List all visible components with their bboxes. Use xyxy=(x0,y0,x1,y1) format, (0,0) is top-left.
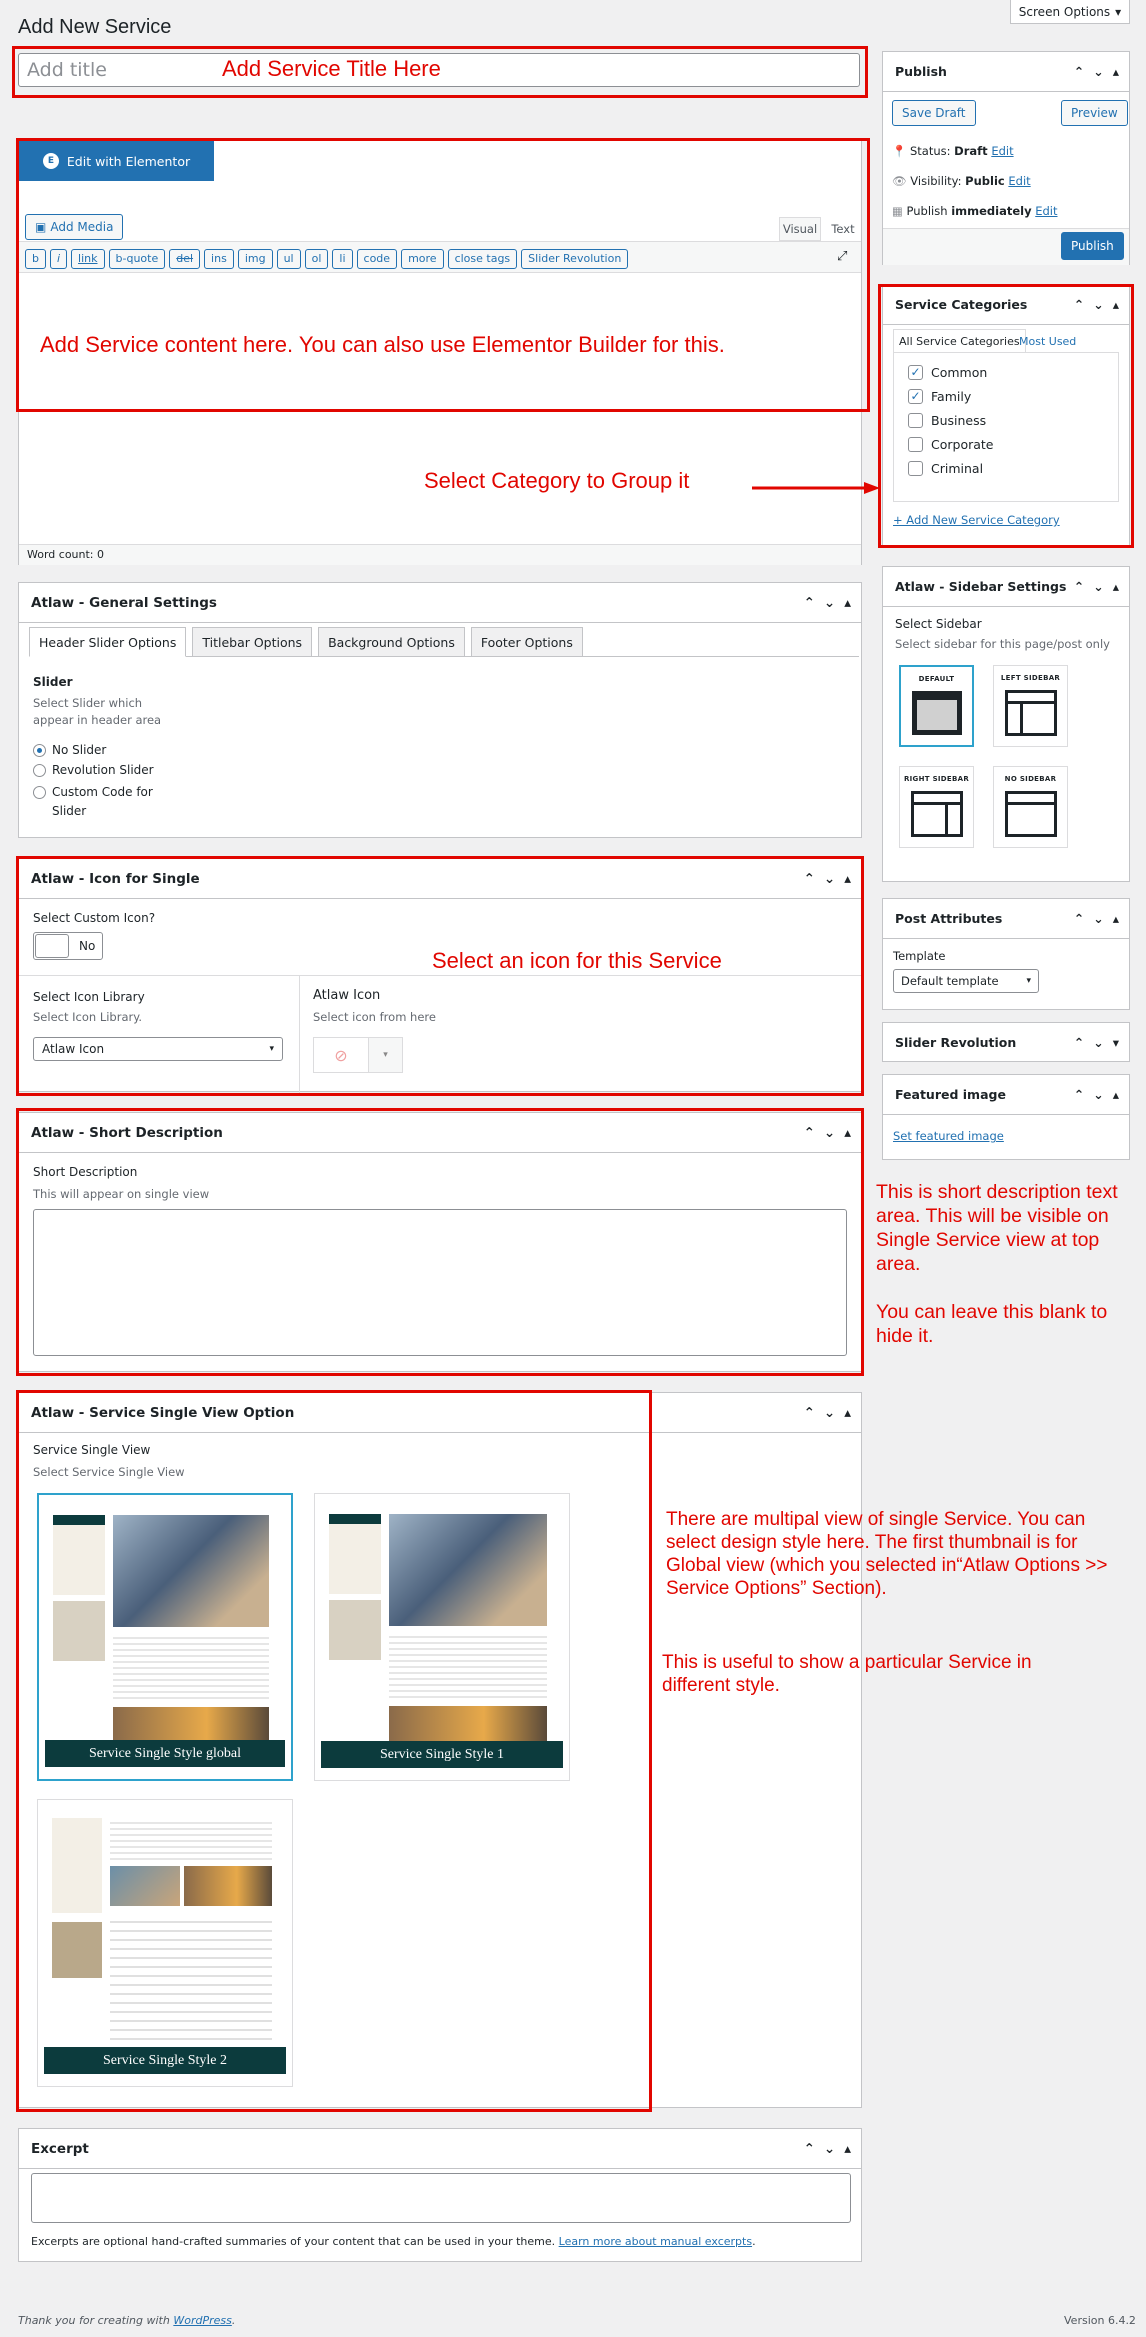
style-global-preview xyxy=(53,1515,277,1733)
chevron-up-icon[interactable]: ⌃ xyxy=(803,871,815,887)
slider-revolution-panel xyxy=(882,1022,1130,1062)
single-view-desc: Select Service Single View xyxy=(33,1465,185,1479)
quicktag-button[interactable]: close tags xyxy=(448,249,518,269)
icon-library-label: Select Icon Library xyxy=(33,990,145,1004)
quicktag-button[interactable]: Slider Revolution xyxy=(521,249,628,269)
chevron-up-icon[interactable]: ⌃ xyxy=(803,595,815,611)
status-edit-link[interactable]: Edit xyxy=(991,144,1014,158)
quicktag-button[interactable]: link xyxy=(71,249,104,269)
excerpt-header[interactable]: Excerpt ⌃ ⌄ ▴ xyxy=(19,2129,861,2169)
checkbox-checked-icon[interactable]: ✓ xyxy=(908,365,923,380)
icon-library-select[interactable]: Atlaw Icon ▾ xyxy=(33,1037,283,1061)
publish-meta xyxy=(892,136,1058,226)
publish-header[interactable]: Publish ⌃ ⌄ ▴ xyxy=(883,52,1129,92)
short-description-label: Short Description xyxy=(33,1165,138,1179)
set-featured-image-link[interactable]: Set featured image xyxy=(893,1129,1004,1143)
category-item[interactable]: Business xyxy=(908,408,1104,432)
collapse-icon[interactable]: ▴ xyxy=(1112,64,1119,79)
sidebar-settings-panel xyxy=(882,566,1130,882)
annotation-arrow xyxy=(752,482,880,494)
category-list xyxy=(893,352,1119,502)
annotation-short-2: You can leave this blank to hide it. xyxy=(876,1301,1108,1347)
picker-caret-icon: ▾ xyxy=(368,1038,402,1072)
tab-most-used[interactable]: Most Used xyxy=(1019,335,1077,348)
radio-revolution-slider[interactable]: Revolution Slider xyxy=(33,763,183,777)
custom-icon-toggle[interactable]: No xyxy=(33,932,103,960)
collapse-icon[interactable]: ▴ xyxy=(1112,579,1119,594)
quicktag-button[interactable]: i xyxy=(50,249,67,269)
elementor-icon: E xyxy=(43,153,59,169)
general-tabs xyxy=(29,627,859,657)
quicktag-button[interactable]: ul xyxy=(277,249,301,269)
icon-picker[interactable] xyxy=(313,1037,403,1073)
short-description-desc: This will appear on single view xyxy=(33,1187,210,1201)
chevron-down-icon[interactable]: ⌄ xyxy=(823,2141,836,2157)
general-settings-header[interactable]: Atlaw - General Settings ⌃ ⌄ ▴ xyxy=(19,583,861,623)
excerpt-textarea[interactable] xyxy=(31,2173,851,2223)
sidebar-option-left[interactable]: LEFT SIDEBAR xyxy=(993,665,1068,747)
annotation-single-1: There are multipal view of single Service. You can select design style here. The first thumbnail is for Global view (which you selected in“Atlaw Options >> Service Options” Section). xyxy=(666,1509,1108,1599)
visibility-edit-link[interactable]: Edit xyxy=(1008,174,1031,188)
slider-desc: Select Slider which appear in header area xyxy=(33,696,162,727)
tab-header-slider[interactable]: Header Slider Options xyxy=(29,627,186,657)
footer-version: Version 6.4.2 xyxy=(1064,2314,1136,2327)
editor-textarea[interactable] xyxy=(19,274,861,544)
no-icon-icon: ⊘ xyxy=(334,1045,348,1065)
save-draft-button[interactable]: Save Draft xyxy=(892,100,976,126)
featured-image-header[interactable]: Featured image ⌃ ⌄ ▴ xyxy=(883,1075,1129,1115)
publish-button[interactable]: Publish xyxy=(1061,232,1124,260)
icon-panel xyxy=(18,858,862,1092)
custom-icon-label: Select Custom Icon? xyxy=(33,911,156,925)
icon-panel-header[interactable]: Atlaw - Icon for Single ⌃ ⌄ ▴ xyxy=(19,859,861,899)
checkbox-icon[interactable] xyxy=(908,437,923,452)
excerpt-panel xyxy=(18,2128,862,2262)
caret-down-icon: ▾ xyxy=(1115,4,1122,19)
annotation-category: Select Category to Group it xyxy=(424,468,690,493)
chevron-down-icon[interactable]: ⌄ xyxy=(1093,64,1104,79)
status-row: 📍 Status: Draft Edit xyxy=(892,144,1014,158)
category-item[interactable]: ✓ Family xyxy=(908,384,1104,408)
chevron-down-icon[interactable]: ⌄ xyxy=(1093,579,1104,594)
atlaw-icon-label: Atlaw Icon xyxy=(313,988,381,1003)
caret-down-icon: ▾ xyxy=(1026,976,1031,986)
categories-header[interactable]: Service Categories ⌃ ⌄ ▴ xyxy=(883,285,1129,325)
annotation-icon: Select an icon for this Service xyxy=(432,948,722,973)
style-global-thumb[interactable] xyxy=(37,1493,293,1781)
quicktag-button[interactable]: more xyxy=(401,249,444,269)
icon-library-desc: Select Icon Library. xyxy=(33,1010,143,1024)
add-new-category-link[interactable]: + Add New Service Category xyxy=(893,513,1060,527)
elementor-button[interactable]: E Edit with Elementor xyxy=(19,141,214,181)
collapse-icon[interactable]: ▴ xyxy=(844,595,851,611)
single-view-header[interactable]: Atlaw - Service Single View Option ⌃ ⌄ ▴ xyxy=(19,1393,861,1433)
categories-panel xyxy=(882,284,1130,548)
sidebar-option-right[interactable]: RIGHT SIDEBAR xyxy=(899,766,974,848)
checkbox-checked-icon[interactable]: ✓ xyxy=(908,389,923,404)
general-settings-panel xyxy=(18,582,862,838)
chevron-up-icon[interactable]: ⌃ xyxy=(1073,579,1085,594)
chevron-down-icon[interactable]: ⌄ xyxy=(823,1405,836,1421)
chevron-up-icon[interactable]: ⌃ xyxy=(1073,64,1085,79)
short-description-panel xyxy=(18,1112,862,1372)
style-1-caption: Service Single Style 1 xyxy=(321,1741,563,1768)
category-item[interactable]: ✓ Common xyxy=(908,360,1104,384)
chevron-down-icon[interactable]: ⌄ xyxy=(823,595,836,611)
schedule-row: ▦ Publish immediately Edit xyxy=(892,204,1058,218)
post-attributes-header[interactable]: Post Attributes ⌃ ⌄ ▴ xyxy=(883,899,1129,939)
annotation-title: Add Service Title Here xyxy=(222,56,441,81)
collapse-icon[interactable]: ▴ xyxy=(1112,1087,1119,1102)
atlaw-icon-desc: Select icon from here xyxy=(313,1010,436,1024)
chevron-up-icon[interactable]: ⌃ xyxy=(1073,297,1085,312)
collapse-icon[interactable]: ▾ xyxy=(1112,1035,1119,1050)
excerpt-note: Excerpts are optional hand-crafted summaries of your content that can be used in your theme. Learn more about manual excerpts. xyxy=(31,2235,756,2248)
page-title: Add New Service xyxy=(18,16,172,38)
tab-text[interactable]: Text xyxy=(831,222,855,236)
slider-options xyxy=(33,743,183,827)
slider-label: Slider xyxy=(33,675,73,689)
quicktag-button[interactable]: del xyxy=(169,249,200,269)
slider-revolution-header[interactable]: Slider Revolution ⌃ ⌄ ▾ xyxy=(895,1034,1119,1050)
style-2-preview xyxy=(52,1818,278,2040)
radio-no-slider[interactable]: No Slider xyxy=(33,743,183,757)
collapse-icon[interactable]: ▴ xyxy=(1112,297,1119,312)
annotation-content: Add Service content here. You can also use Elementor Builder for this. xyxy=(40,332,725,357)
quicktag-button[interactable]: b-quote xyxy=(109,249,166,269)
tab-titlebar[interactable]: Titlebar Options xyxy=(192,627,312,657)
style-1-preview xyxy=(329,1514,555,1734)
chevron-up-icon[interactable]: ⌃ xyxy=(803,2141,815,2157)
single-view-label: Service Single View xyxy=(33,1443,151,1457)
annotation-single-2: This is useful to show a particular Service in different style. xyxy=(662,1652,1032,1696)
calendar-icon: ▦ xyxy=(892,204,903,218)
chevron-up-icon[interactable]: ⌃ xyxy=(1073,911,1085,926)
annotation-short-1: This is short description text area. This will be visible on Single Service view at top area. xyxy=(876,1181,1118,1275)
media-icon: ▣ xyxy=(35,220,47,234)
short-description-textarea[interactable] xyxy=(33,1209,847,1356)
fullscreen-icon[interactable]: ⤢ xyxy=(837,249,848,264)
collapse-icon[interactable]: ▴ xyxy=(844,1405,851,1421)
publish-panel xyxy=(882,51,1130,265)
schedule-edit-link[interactable]: Edit xyxy=(1035,204,1058,218)
chevron-up-icon[interactable]: ⌃ xyxy=(1073,1035,1085,1050)
collapse-icon[interactable]: ▴ xyxy=(844,871,851,887)
visibility-row: 👁 Visibility: Public Edit xyxy=(892,174,1031,188)
pin-icon: 📍 xyxy=(892,144,907,158)
collapse-icon[interactable]: ▴ xyxy=(844,2141,851,2157)
style-global-caption: Service Single Style global xyxy=(45,1740,285,1767)
chevron-up-icon[interactable]: ⌃ xyxy=(803,1405,815,1421)
sidebar-label: Select Sidebar xyxy=(895,617,982,631)
template-select[interactable]: Default template ▾ xyxy=(893,969,1039,993)
sidebar-option-default[interactable]: DEFAULT xyxy=(899,665,974,747)
quicktag-button[interactable]: b xyxy=(25,249,46,269)
category-item[interactable]: Criminal xyxy=(908,456,1104,480)
tab-background[interactable]: Background Options xyxy=(318,627,465,657)
eye-icon: 👁 xyxy=(892,174,907,188)
checkbox-icon[interactable] xyxy=(908,413,923,428)
sidebar-desc: Select sidebar for this page/post only xyxy=(895,637,1110,651)
quicktag-button[interactable]: code xyxy=(357,249,398,269)
tab-all-categories[interactable]: All Service Categories xyxy=(893,329,1026,353)
title-input[interactable]: Add title xyxy=(18,53,860,87)
style-2-caption: Service Single Style 2 xyxy=(44,2047,286,2074)
sidebar-settings-header[interactable]: Atlaw - Sidebar Settings ⌃ ⌄ ▴ xyxy=(883,567,1129,607)
preview-button[interactable]: Preview xyxy=(1061,100,1128,126)
chevron-down-icon[interactable]: ⌄ xyxy=(823,1125,836,1141)
template-label: Template xyxy=(893,949,946,963)
tab-visual[interactable]: Visual xyxy=(779,217,821,241)
featured-image-panel xyxy=(882,1074,1130,1160)
post-attributes-panel xyxy=(882,898,1130,1010)
word-count: Word count: 0 xyxy=(19,544,861,565)
short-description-header[interactable]: Atlaw - Short Description ⌃ ⌄ ▴ xyxy=(19,1113,861,1153)
chevron-down-icon[interactable]: ⌄ xyxy=(1093,297,1104,312)
chevron-down-icon[interactable]: ⌄ xyxy=(1093,911,1104,926)
checkbox-icon[interactable] xyxy=(908,461,923,476)
collapse-icon[interactable]: ▴ xyxy=(844,1125,851,1141)
toggle-knob xyxy=(35,934,69,958)
tab-footer[interactable]: Footer Options xyxy=(471,627,583,657)
collapse-icon[interactable]: ▴ xyxy=(1112,911,1119,926)
chevron-down-icon[interactable]: ⌄ xyxy=(1093,1035,1104,1050)
sidebar-option-none[interactable]: NO SIDEBAR xyxy=(993,766,1068,848)
quicktag-button[interactable]: ol xyxy=(305,249,329,269)
category-item[interactable]: Corporate xyxy=(908,432,1104,456)
footer-thanks: Thank you for creating with WordPress. xyxy=(18,2314,236,2327)
wordpress-link[interactable]: WordPress xyxy=(173,2314,232,2327)
add-media-button[interactable]: ▣ Add Media xyxy=(25,214,123,240)
quicktag-button[interactable]: img xyxy=(238,249,273,269)
chevron-up-icon[interactable]: ⌃ xyxy=(1073,1087,1085,1102)
style-1-thumb[interactable] xyxy=(314,1493,570,1781)
quicktag-button[interactable]: ins xyxy=(204,249,234,269)
single-view-panel xyxy=(18,1392,862,2108)
chevron-down-icon[interactable]: ⌄ xyxy=(1093,1087,1104,1102)
quicktags-toolbar xyxy=(19,241,861,273)
style-2-thumb[interactable] xyxy=(37,1799,293,2087)
excerpt-learn-more-link[interactable]: Learn more about manual excerpts xyxy=(558,2235,753,2248)
quicktag-button[interactable]: li xyxy=(332,249,352,269)
caret-down-icon: ▾ xyxy=(269,1044,274,1054)
screen-options-button[interactable]: Screen Options ▾ xyxy=(1010,0,1130,24)
chevron-up-icon[interactable]: ⌃ xyxy=(803,1125,815,1141)
radio-custom-code[interactable]: Custom Code for Slider xyxy=(33,783,183,821)
chevron-down-icon[interactable]: ⌄ xyxy=(823,871,836,887)
